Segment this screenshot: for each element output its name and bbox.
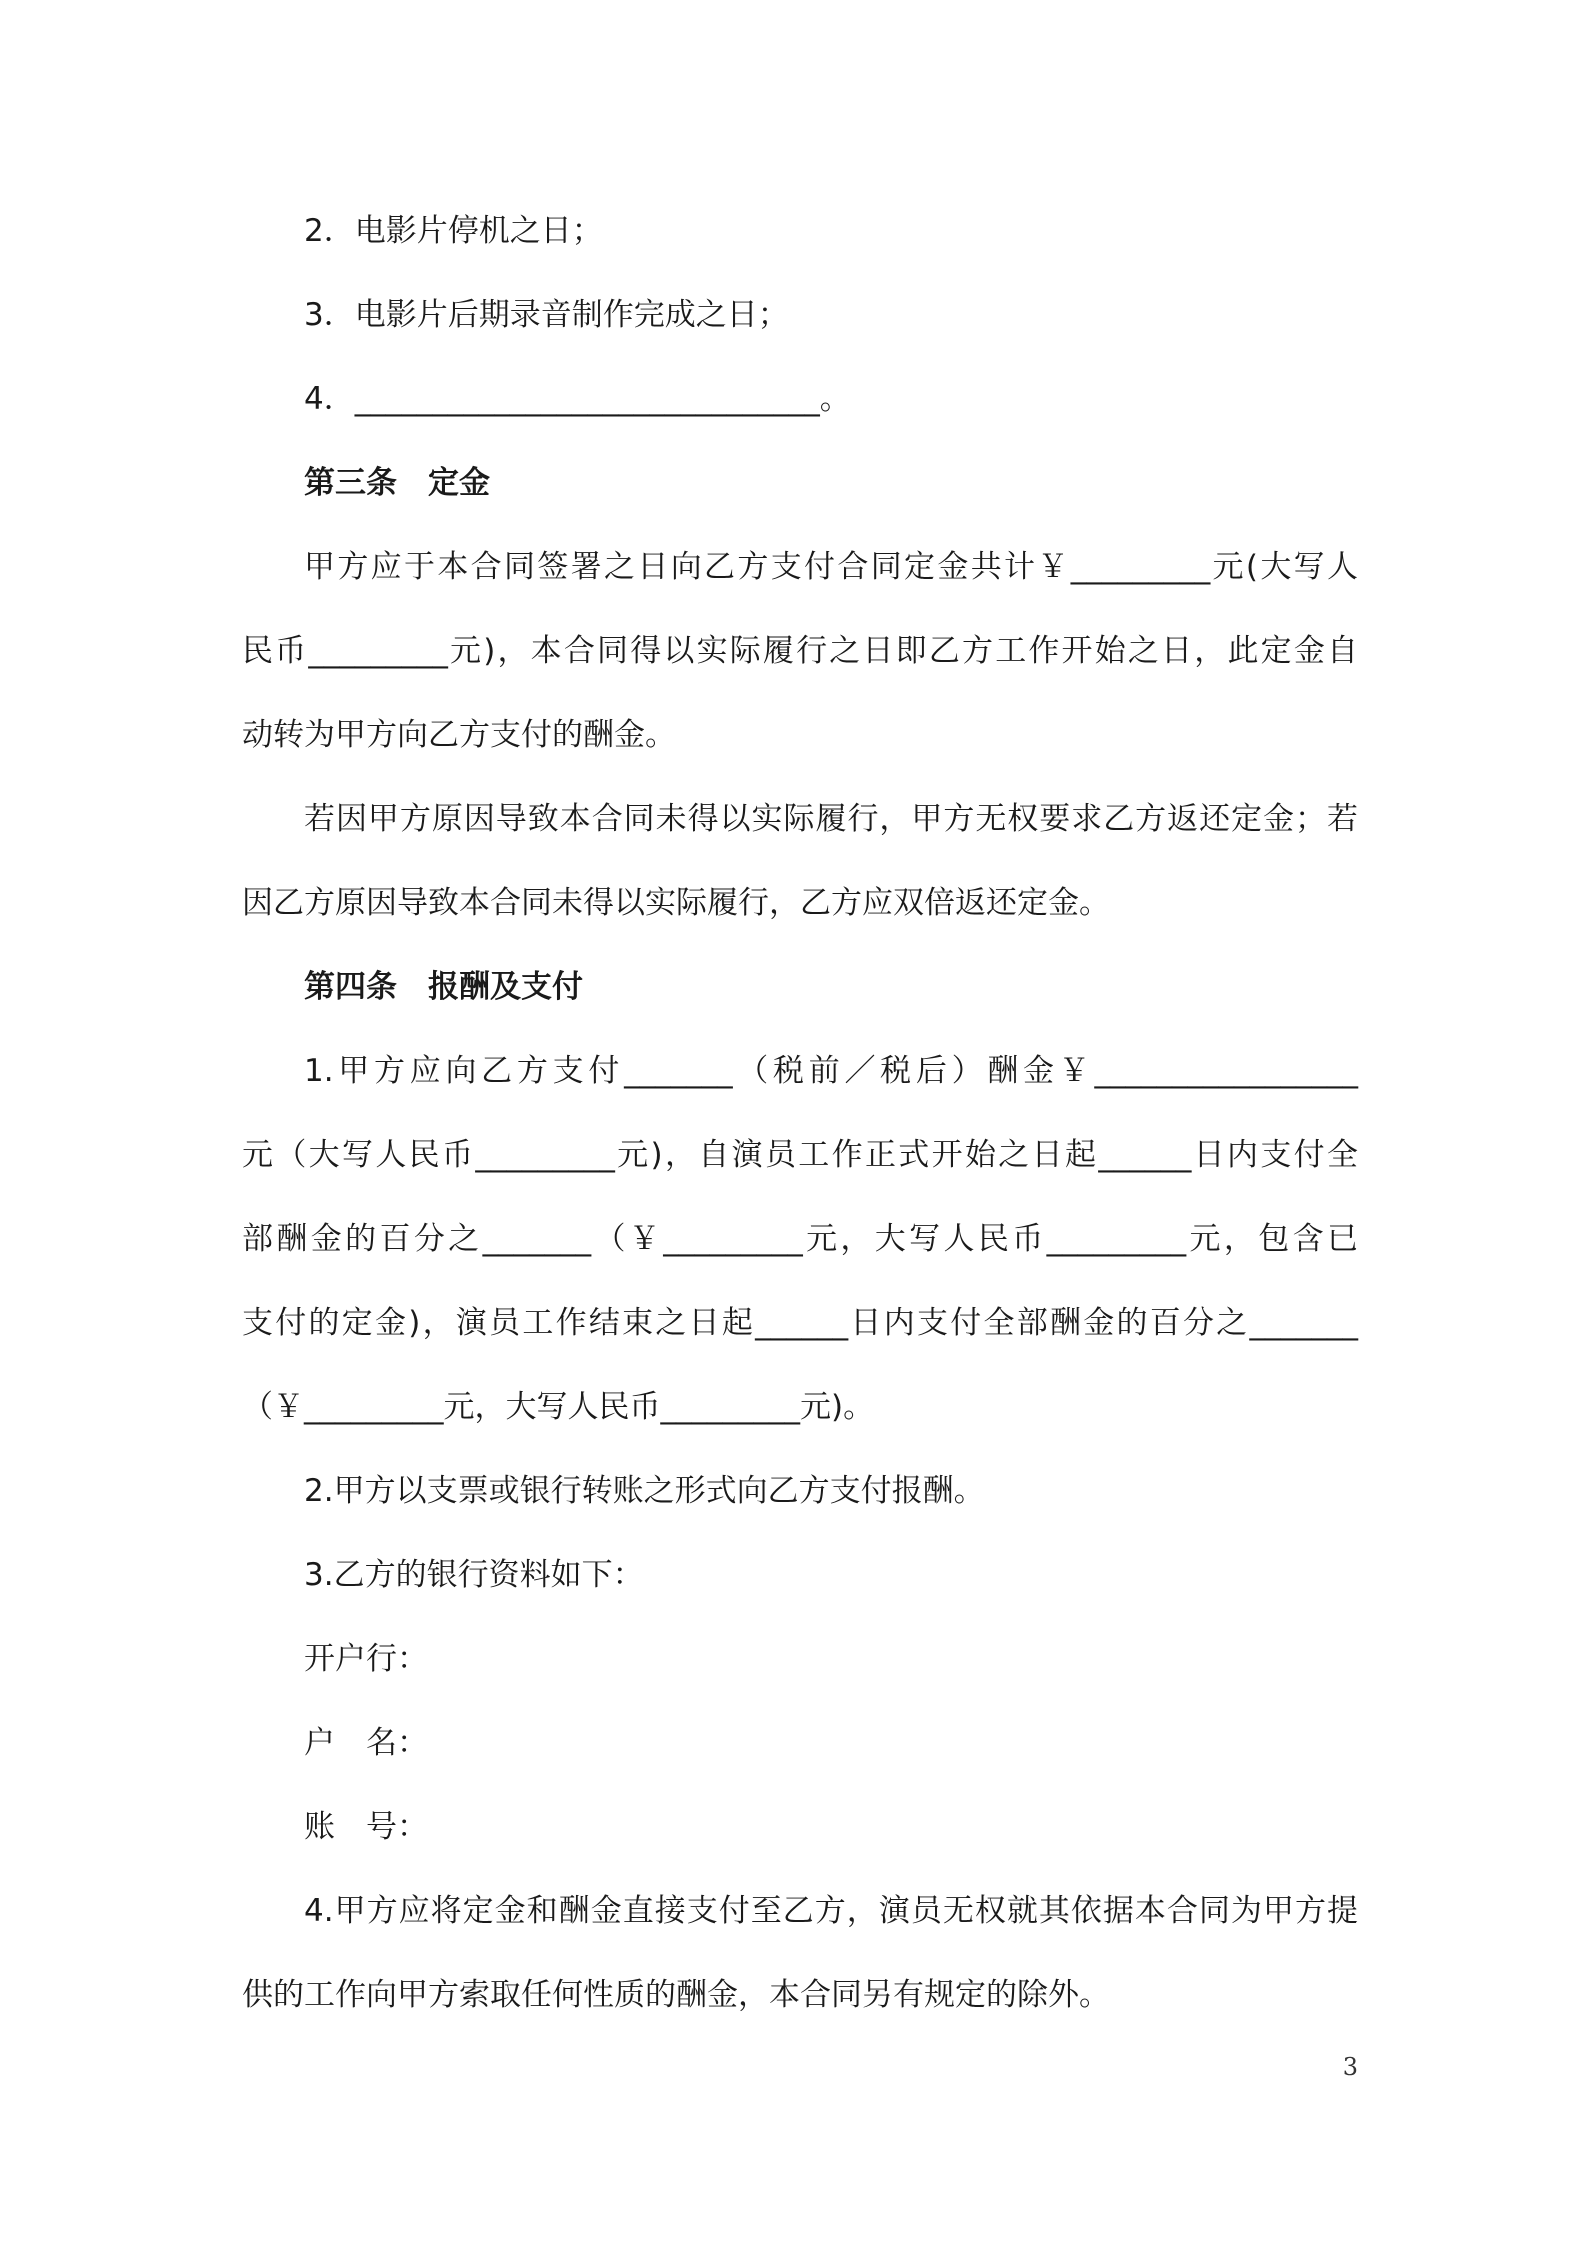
article-4-heading: 第四条 报酬及支付 — [304, 969, 583, 1005]
bank-branch-label: 开户行： — [304, 1641, 428, 1677]
page-number: 3 — [1342, 2053, 1358, 2081]
article-4-item-1-line-5: （￥_________元，大写人民币_________元)。 — [242, 1389, 875, 1425]
article-3-paragraph-2-line-2: 因乙方原因导致本合同未得以实际履行，乙方应双倍返还定金。 — [242, 885, 1110, 921]
article-4-item-1-line-2: 元（大写人民币_________元)，自演员工作正式开始之日起______日内支付全 — [242, 1137, 1358, 1173]
article-3-paragraph-1-line-3: 动转为甲方向乙方支付的酬金。 — [242, 717, 676, 753]
article-3-heading: 第三条 定金 — [304, 465, 490, 501]
article-4-item-2: 2.甲方以支票或银行转账之形式向乙方支付报酬。 — [304, 1473, 985, 1509]
list-item-4: 4．______________________________。 — [304, 381, 851, 417]
article-3-paragraph-1-line-2: 民币_________元)，本合同得以实际履行之日即乙方工作开始之日，此定金自 — [242, 633, 1358, 669]
list-item-3: 3．电影片后期录音制作完成之日； — [304, 297, 789, 333]
article-4-item-1-line-1: 1.甲方应向乙方支付_______（税前／税后）酬金￥_________________ — [304, 1053, 1358, 1089]
article-4-item-4-line-1: 4.甲方应将定金和酬金直接支付至乙方，演员无权就其依据本合同为甲方提 — [304, 1893, 1358, 1929]
article-3-paragraph-1-line-1: 甲方应于本合同签署之日向乙方支付合同定金共计￥_________元(大写人 — [304, 549, 1358, 585]
account-number-label: 账 号： — [304, 1809, 428, 1845]
list-item-2: 2．电影片停机之日； — [304, 213, 603, 249]
article-4-item-4-line-2: 供的工作向甲方索取任何性质的酬金，本合同另有规定的除外。 — [242, 1977, 1110, 2013]
article-3-paragraph-2-line-1: 若因甲方原因导致本合同未得以实际履行，甲方无权要求乙方返还定金；若 — [304, 801, 1358, 837]
article-4-item-1-line-4: 支付的定金)，演员工作结束之日起______日内支付全部酬金的百分之_______ — [242, 1305, 1358, 1341]
account-name-label: 户 名： — [304, 1725, 428, 1761]
article-4-item-1-line-3: 部酬金的百分之_______（￥_________元，大写人民币_________元，包含已 — [242, 1221, 1358, 1257]
article-4-item-3: 3.乙方的银行资料如下： — [304, 1557, 644, 1593]
